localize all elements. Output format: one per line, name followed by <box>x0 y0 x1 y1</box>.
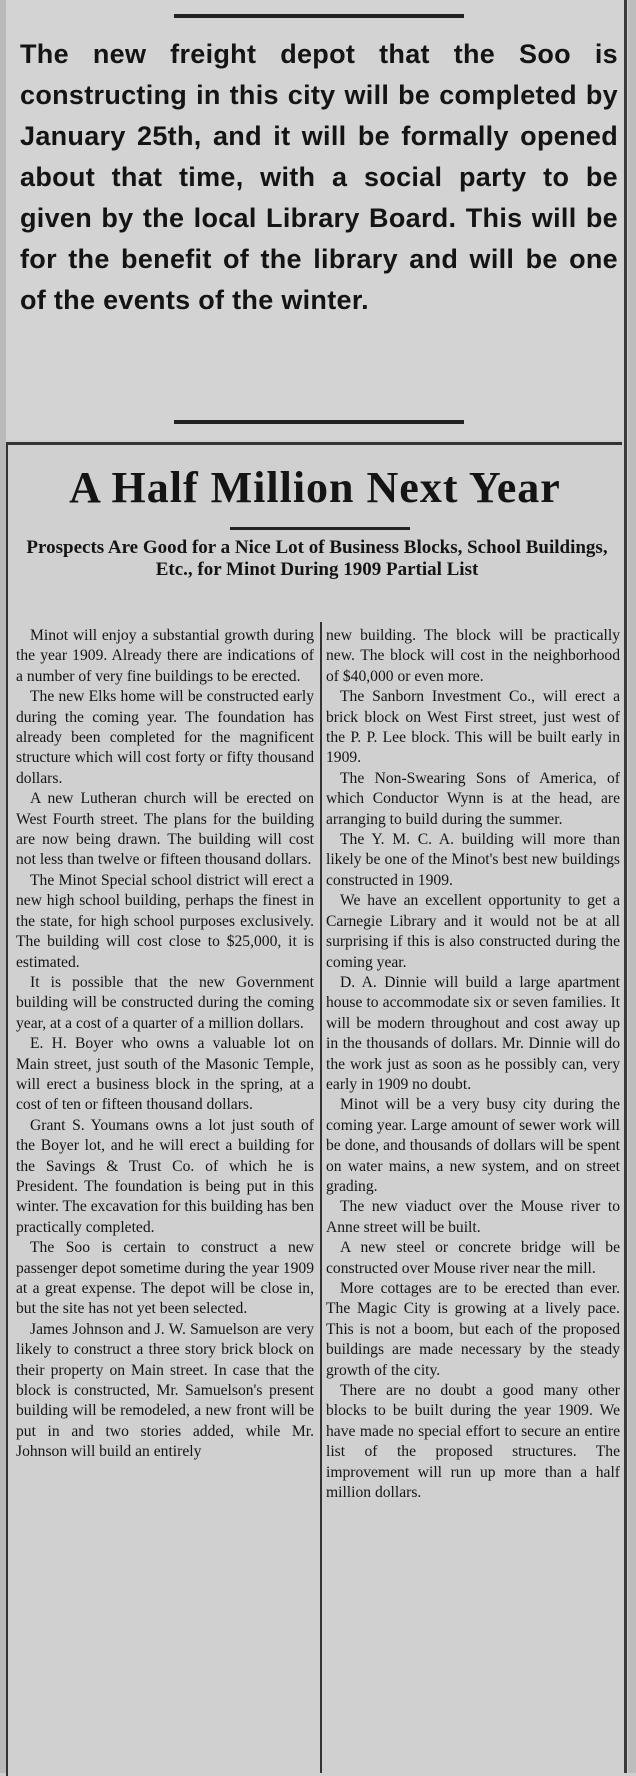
paragraph: The Sanborn Investment Co., will erect a brick block on West First street, just west of the P. P. Lee block. This will be built early in 1909. <box>326 688 620 767</box>
article-subhead: Prospects Are Good for a Nice Lot of Business Blocks, School Buildings, Etc., for Minot During 1909 Partial List <box>26 537 608 580</box>
paragraph: The Non-Swearing Sons of America, of which Conductor Wynn is at the head, are arranging to build during the summer. <box>326 769 620 828</box>
freight-depot-text: The new freight depot that the Soo is constructing in this city will be completed by January 25th, and it will be formally opened about that time, with a social party to be given by the local Library Board. This will be for the benefit of the library and will be one of the events of the winter. <box>20 39 618 315</box>
bottom-rule <box>174 420 464 424</box>
paragraph: The Soo is certain to construct a new passenger depot sometime during the year 1909 at a great expense. The depot will be close in, but the site has not yet been selected. <box>16 1239 314 1318</box>
paragraph: James Johnson and J. W. Samuelson are very likely to construct a three story brick block on their property on Main street. In case that the block is constructed, Mr. Samuelson's present building will be remodeled, a new front will be put in and two stories added, while Mr. Johnson will build an entirely <box>16 1320 314 1461</box>
paragraph: A new steel or concrete bridge will be constructed over Mouse river near the mill. <box>326 1239 620 1277</box>
headline-rule <box>230 527 410 530</box>
right-column-rule <box>624 0 627 1773</box>
paragraph: There are no doubt a good many other blocks to be built during the year 1909. We have made no special effort to secure an entire list of the proposed structures. The improvement will run up more than a half million dollars. <box>326 1382 620 1502</box>
paragraph: E. H. Boyer who owns a valuable lot on Main street, just south of the Masonic Temple, will erect a business block in the spring, at a cost of ten or fifteen thousand dollars. <box>16 1035 314 1114</box>
column-divider <box>320 622 322 1773</box>
article-column-left <box>16 626 314 1463</box>
paragraph: More cottages are to be erected than ever. The Magic City is growing at a lively pace. This is not a boom, but each of the proposed buildings are made necessary by the steady growth of the city. <box>326 1280 620 1379</box>
right-margin-strip <box>628 0 636 1773</box>
paragraph: The new viaduct over the Mouse river to Anne street will be built. <box>326 1198 620 1236</box>
freight-depot-item <box>6 0 624 440</box>
paragraph: Minot will be a very busy city during the coming year. Large amount of sewer work will be done, and thousands of dollars will be spent on water mains, a new system, and on street grading. <box>326 1096 620 1195</box>
paragraph: The Minot Special school district will erect a new high school building, perhaps the finest in the state, for high school purposes exclusively. The building will cost close to $25,000, it is estimated. <box>16 871 314 971</box>
paragraph: Minot will enjoy a substantial growth during the year 1909. Already there are indications of a number of very fine buildings to be erected. <box>16 627 314 685</box>
paragraph: We have an excellent opportunity to get a Carnegie Library and it would not be at all surprising if this is also constructed during the coming year. <box>326 892 620 971</box>
paragraph: The Y. M. C. A. building will more than likely be one of the Minot's best new buildings constructed in 1909. <box>326 831 620 889</box>
paragraph: D. A. Dinnie will build a large apartment house to accommodate six or seven families. It will be modern throughout and cost away up in the thousands of dollars. Mr. Dinnie will do the work just as soon as he possibly can, very early in 1909 no doubt. <box>326 973 620 1093</box>
paragraph: Grant S. Youmans owns a lot just south of the Boyer lot, and he will erect a building for the Savings & Trust Co. of which he is President. The foundation is being put in this winter. The excavation for this building has ben practically completed. <box>16 1116 314 1236</box>
article-headline: A Half Million Next Year <box>69 463 561 512</box>
paragraph: new building. The block will be practically new. The block will cost in the neighborhood of $40,000 or even more. <box>326 627 620 685</box>
article-column-right <box>326 626 620 1503</box>
top-rule <box>174 14 464 18</box>
paragraph: The new Elks home will be constructed early during the coming year. The foundation has already been completed for the magnificent structure which will cost forty or fifty thousand dollars. <box>16 688 314 787</box>
paragraph: It is possible that the new Government building will be constructed during the coming year, at a cost of a quarter of a million dollars. <box>16 973 314 1032</box>
paragraph: A new Lutheran church will be erected on West Fourth street. The plans for the building are now being drawn. The building will cost not less than twelve or fifteen thousand dollars. <box>16 790 314 869</box>
